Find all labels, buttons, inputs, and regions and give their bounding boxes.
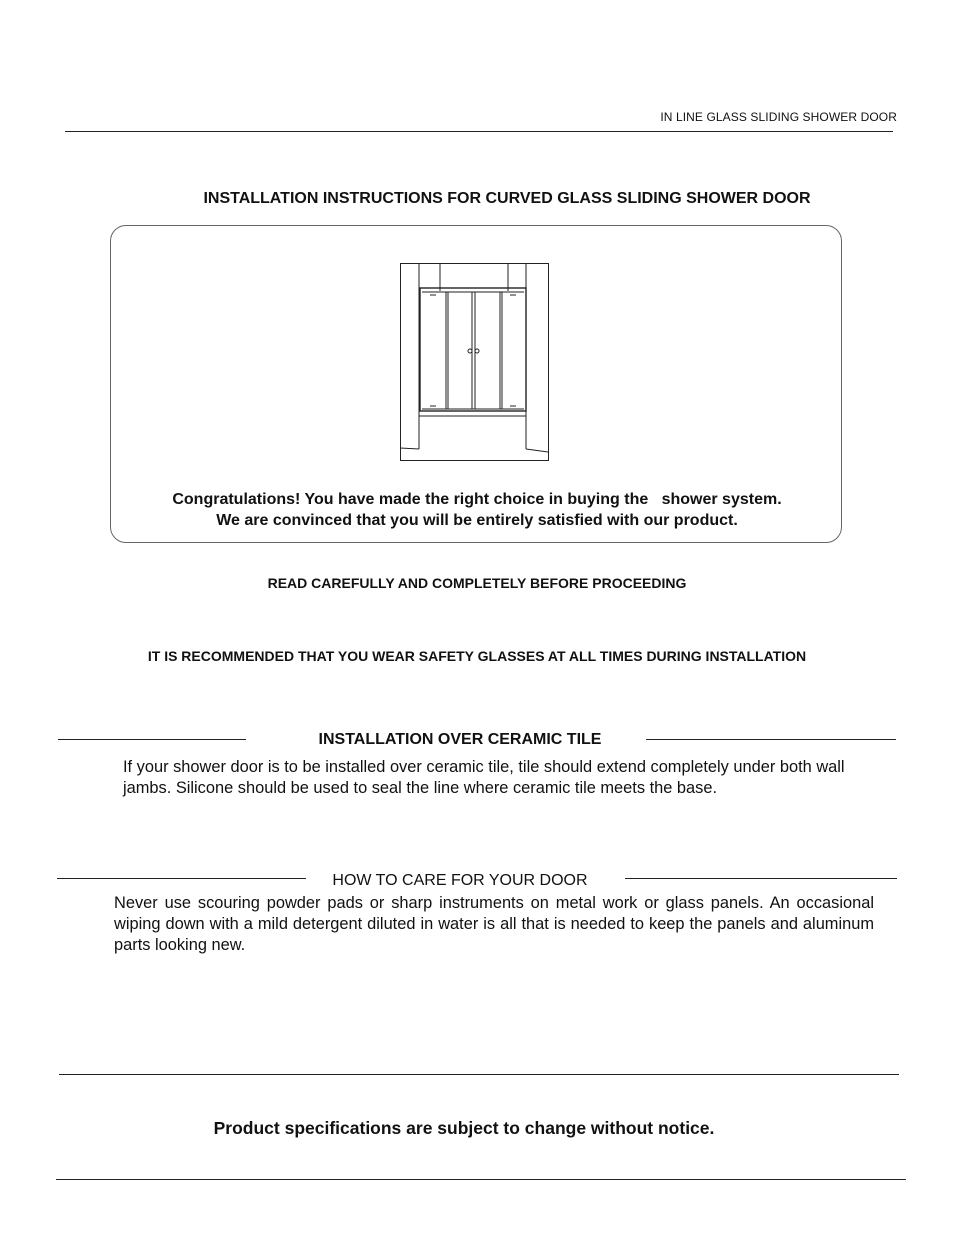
shower-door-icon xyxy=(400,263,549,461)
header-product-name: IN LINE GLASS SLIDING SHOWER DOOR xyxy=(660,110,897,124)
page-title: INSTALLATION INSTRUCTIONS FOR CURVED GLASS SLIDING SHOWER DOOR xyxy=(203,190,811,207)
footer-rule-top xyxy=(59,1074,899,1075)
care-heading: HOW TO CARE FOR YOUR DOOR xyxy=(332,872,588,889)
spec-notice: Product specifications are subject to change without notice. xyxy=(213,1118,715,1138)
header-rule xyxy=(65,131,893,132)
intro-line-1: Congratulations! You have made the right choice in buying the shower system. xyxy=(172,491,782,508)
tile-body: If your shower door is to be installed over ceramic tile, tile should extend completely under both wall jambs. Silicone should be used to seal the line where ceramic tile meets the base. xyxy=(123,758,845,797)
tile-heading: INSTALLATION OVER CERAMIC TILE xyxy=(318,731,602,748)
intro-line-2: We are convinced that you will be entirely satisfied with our product. xyxy=(216,512,738,529)
safety-notice: IT IS RECOMMENDED THAT YOU WEAR SAFETY GLASSES AT ALL TIMES DURING INSTALLATION xyxy=(147,648,807,664)
read-notice: READ CAREFULLY AND COMPLETELY BEFORE PROCEEDING xyxy=(267,575,687,591)
care-body: Never use scouring powder pads or sharp instruments on metal work or glass panels. An occasional wiping down with a mild detergent diluted in water is all that is needed to keep the panels and aluminum parts looking new. xyxy=(114,894,874,954)
footer-rule-bottom xyxy=(56,1179,906,1180)
